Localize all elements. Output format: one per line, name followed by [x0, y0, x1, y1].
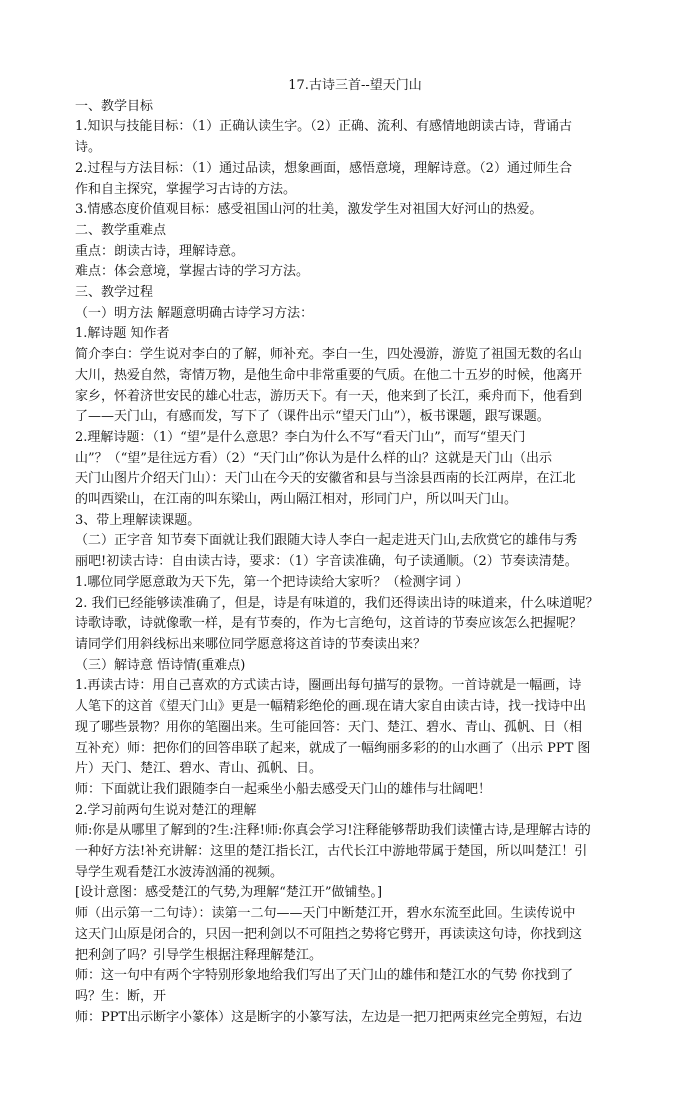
- paragraph: [75, 656, 635, 677]
- text-line: 诗。: [75, 140, 102, 156]
- paragraph: [75, 966, 635, 1007]
- text-line: 诗歌诗歌，诗就像歌一样，是有节奏的，作为七言绝句，这首诗的节奏应该怎么把握呢？: [75, 616, 583, 632]
- text-line: 作和自主探究，掌握学习古诗的方法。: [75, 181, 297, 197]
- text-line: 3.情感态度价值观目标：感受祖国山河的壮美，激发学生对祖国大好河山的热爱。: [75, 202, 543, 218]
- text-line: 请同学们用斜线标出来哪位同学愿意将这首诗的节奏读出来？: [75, 636, 427, 652]
- text-line: 1.知识与技能目标：（1）正确认读生字。（2）正确、流利、有感情地朗读古诗，背诵古: [75, 119, 572, 135]
- paragraph: [75, 676, 635, 780]
- text-line: 重点：朗读古诗，理解诗意。: [75, 243, 245, 259]
- text-line: 吗？生：断，开: [75, 988, 167, 1004]
- text-line: 2. 我们已经能够读准确了，但是，诗是有味道的，我们还得读出诗的味道来，什么味道呢？: [75, 595, 599, 611]
- text-line: 一、教学目标: [75, 98, 154, 114]
- paragraph: [75, 221, 635, 242]
- text-line: 现了哪些景物？用你的笔圈出来。生可能回答：天门、楚江、碧水、青山、孤帆、日（相: [75, 719, 583, 735]
- paragraph: [75, 573, 635, 594]
- text-line: 把利剑了吗？引导学生根据注释理解楚江。: [75, 947, 323, 963]
- text-line: 2.理解诗题：（1）“望”是什么意思？李白为什么不写“看天门山”，而写“望天门: [75, 429, 526, 445]
- text-line: 师（出示第一二句诗）：读第一二句——天门中断楚江开，碧水东流至此回。生读传说中: [75, 906, 576, 922]
- paragraph: [75, 428, 635, 511]
- text-line: 师：PPT出示断字小篆体）这是断字的小篆写法，左边是一把刀把两束丝完全剪短，右边: [75, 1009, 583, 1025]
- text-line: 二、教学重难点: [75, 222, 167, 238]
- text-line: 丽吧!初读古诗：自由读古诗，要求：（1）字音读准确，句子读通顺。（2）节奏读清楚。: [75, 554, 578, 570]
- text-line: （一）明方法 解题意明确古诗学习方法：: [75, 305, 314, 321]
- paragraph: [75, 345, 635, 428]
- text-line: [设计意图：感受楚江的气势,为理解“楚江开”做铺垫。]: [75, 885, 383, 901]
- paragraph: [75, 904, 635, 966]
- paragraph: [75, 262, 635, 283]
- text-line: 师:你是从哪里了解到的?生:注释!师:你真会学习!注释能够帮助我们读懂古诗,是理解古诗的: [75, 823, 591, 839]
- text-line: 的叫西梁山，在江南的叫东梁山，两山隔江相对，形同门户，所以叫天门山。: [75, 492, 518, 508]
- text-line: 1.解诗题 知作者: [75, 326, 170, 342]
- paragraph: [75, 117, 635, 158]
- paragraph: [75, 511, 635, 532]
- text-line: 导学生观看楚江水波涛汹涌的视频。: [75, 864, 284, 880]
- paragraph: [75, 801, 635, 822]
- text-line: 片）天门、楚江、碧水、青山、孤帆、日。: [75, 761, 323, 777]
- text-line: 山”？（“望”是往远方看）（2）“天门山”你认为是什么样的山？这就是天门山（出示: [75, 450, 553, 466]
- text-line: （二）正字音 知节奏下面就让我们跟随大诗人李白一起走进天门山,去欣赏它的雄伟与秀: [75, 533, 578, 549]
- paragraph: [75, 159, 635, 200]
- text-line: 1.再读古诗：用自己喜欢的方式读古诗，圈画出每句描写的景物。一首诗就是一幅画，诗: [75, 678, 582, 694]
- paragraph: [75, 304, 635, 325]
- text-line: 难点：体会意境，掌握古诗的学习方法。: [75, 264, 310, 280]
- text-line: 1.哪位同学愿意敢为天下先，第一个把诗读给大家听？（检测字词 ）: [75, 574, 469, 590]
- text-line: 人笔下的这首《望天门山》更是一幅精彩绝伦的画.现在请大家自由读古诗，找一找诗中出: [75, 699, 587, 715]
- text-line: 大川，热爱自然，寄情万物，是他生命中非常重要的气质。在他二十五岁的时候，他离开: [75, 367, 583, 383]
- text-line: 互补充）师：把你们的回答串联了起来，就成了一幅绚丽多彩的的山水画了（出示 PPT 图: [75, 740, 591, 756]
- text-line: 3、带上理解读课题。: [75, 512, 201, 528]
- text-line: 师：下面就让我们跟随李白一起乘坐小船去感受天门山的雄伟与壮阔吧！: [75, 781, 492, 797]
- paragraph: [75, 324, 635, 345]
- text-line: 师：这一句中有两个字特别形象地给我们写出了天门山的雄伟和楚江水的气势 你找到了: [75, 968, 574, 984]
- paragraph: [75, 1008, 635, 1029]
- text-line: 这天门山原是闭合的，只因一把利剑以不可阻挡之势将它劈开，再读读这句诗，你找到这: [75, 926, 583, 942]
- text-line: 天门山图片介绍天门山）：天门山在今天的安徽省和县与当涂县西南的长江两岸，在江北: [75, 471, 576, 487]
- paragraph: [75, 780, 635, 801]
- paragraph: [75, 200, 635, 221]
- text-line: 家乡，怀着济世安民的雄心壮志，游历天下。有一天，他来到了长江，乘舟而下，他看到: [75, 388, 583, 404]
- text-line: 三、教学过程: [75, 285, 154, 301]
- paragraph: [75, 883, 635, 904]
- text-line: 2.过程与方法目标：（1）通过品读，想象画面，感悟意境，理解诗意。（2）通过师生合: [75, 160, 572, 176]
- text-line: （三）解诗意 悟诗情(重难点): [75, 657, 246, 673]
- paragraph: [75, 242, 635, 263]
- paragraph: [75, 821, 635, 883]
- text-line: 一种好方法!补充讲解：这里的楚江指长江，古代长江中游地带属于楚国，所以叫楚江！引: [75, 844, 588, 860]
- paragraph: [75, 594, 635, 656]
- document-body: [75, 97, 635, 1029]
- paragraph: [75, 531, 635, 572]
- document-page: [75, 76, 635, 1028]
- paragraph: [75, 283, 635, 304]
- document-title: 17.古诗三首--望天门山: [288, 78, 422, 93]
- paragraph: [75, 97, 635, 118]
- text-line: 简介李白：学生说对李白的了解，师补充。李白一生，四处漫游，游览了祖国无数的名山: [75, 347, 583, 363]
- text-line: 了——天门山，有感而发，写下了（课件出示“望天门山”），板书课题，跟写课题。: [75, 409, 550, 425]
- text-line: 2.学习前两句生说对楚江的理解: [75, 802, 257, 818]
